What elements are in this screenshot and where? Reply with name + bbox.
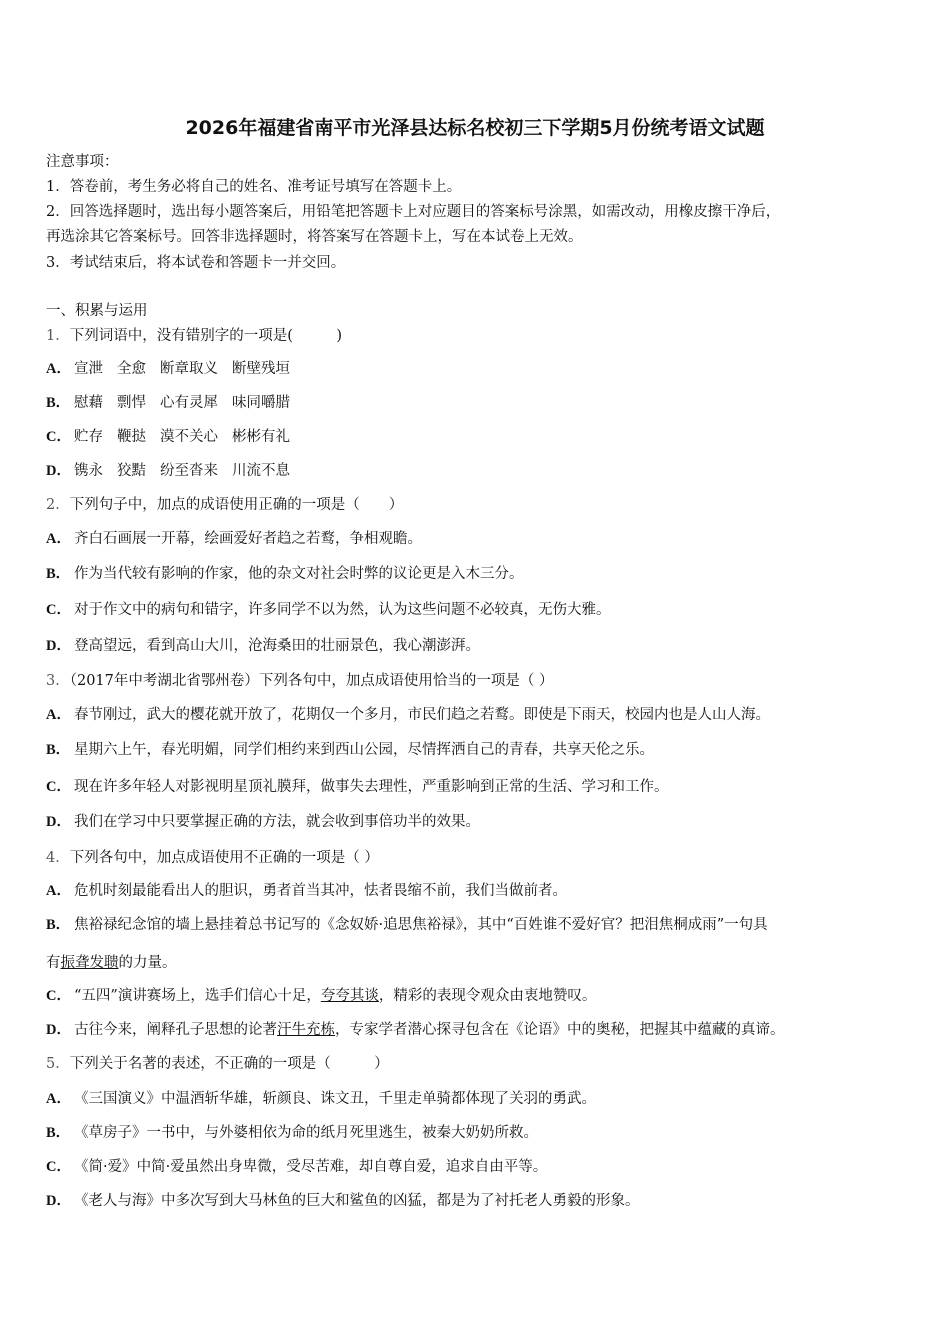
option-text: 《三国演义》中温酒斩华雄，斩颜良、诛文丑，千里走单骑都体现了关羽的勇武。	[74, 1091, 596, 1107]
option-word: 彬彬有礼	[232, 429, 290, 445]
option-word: 纷至沓来	[160, 463, 218, 479]
option-letter: B．	[46, 742, 71, 758]
question-number: 2．	[46, 497, 70, 513]
option-text: ，专家学者潜心探寻包含在《论语》中的奥秘，把握其中蕴藏的真谛。	[335, 1022, 785, 1038]
question-5-option-d	[46, 1192, 640, 1210]
question-3-option-c	[46, 778, 669, 796]
question-5-option-a	[46, 1090, 596, 1108]
question-1-option-b	[46, 394, 290, 412]
option-word: 心有灵犀	[160, 395, 218, 411]
option-word: 狡黠	[117, 463, 146, 479]
option-letter: D．	[46, 814, 71, 830]
question-5-option-b	[46, 1124, 538, 1142]
option-text: 《简·爱》中简·爱虽然出身卑微，受尽苦难，却自尊自爱，追求自由平等。	[74, 1159, 548, 1175]
option-letter: C．	[46, 602, 71, 618]
question-3-stem	[46, 672, 554, 690]
question-number: 4．	[46, 850, 70, 866]
question-2-option-d	[46, 637, 480, 655]
option-text: 《老人与海》中多次写到大马林鱼的巨大和鲨鱼的凶猛，都是为了衬托老人勇毅的形象。	[74, 1193, 640, 1209]
question-1-option-d	[46, 462, 290, 480]
option-letter: B．	[46, 917, 71, 933]
question-1-option-a	[46, 360, 290, 378]
option-word: 剽悍	[117, 395, 146, 411]
question-3-option-a	[46, 706, 770, 724]
question-1-stem	[46, 327, 342, 345]
question-4-option-a	[46, 882, 567, 900]
question-4-stem	[46, 849, 379, 867]
option-letter: C．	[46, 1159, 71, 1175]
question-number: 3．	[46, 673, 70, 689]
option-text: 对于作文中的病句和错字，许多同学不以为然，认为这些问题不必较真，无伤大雅。	[74, 602, 611, 618]
underlined-idiom: 汗牛充栋	[277, 1022, 335, 1038]
option-letter: B．	[46, 566, 71, 582]
option-text: 现在许多年轻人对影视明星顶礼膜拜，做事失去理性，严重影响到正常的生活、学习和工作。	[74, 779, 669, 795]
option-word: 全愈	[117, 361, 146, 377]
option-letter: D．	[46, 638, 71, 654]
option-letter: C．	[46, 429, 71, 445]
option-word: 味同嚼腊	[232, 395, 290, 411]
option-text: 作为当代较有影响的作家，他的杂文对社会时弊的议论更是入木三分。	[74, 566, 524, 582]
option-word: 断章取义	[160, 361, 218, 377]
question-text: 下列各句中，加点成语使用不正确的一项是（ ）	[69, 850, 379, 866]
option-word: 贮存	[74, 429, 103, 445]
option-text: 齐白石画展一开幕，绘画爱好者趋之若鹜，争相观瞻。	[74, 531, 422, 547]
question-text: 下列词语中，没有错别字的一项是( )	[69, 328, 343, 344]
page-title: 2026年福建省南平市光泽县达标名校初三下学期5月份统考语文试题	[185, 117, 765, 139]
option-word: 鞭挞	[117, 429, 146, 445]
option-letter: C．	[46, 779, 71, 795]
notice-item: 2．回答选择题时，选出每小题答案后，用铅笔把答题卡上对应题目的答案标号涂黑，如需改动，用橡皮擦干净后，	[46, 204, 781, 220]
option-letter: A．	[46, 883, 71, 899]
question-3-option-d	[46, 813, 480, 831]
option-letter: A．	[46, 707, 71, 723]
option-letter: D．	[46, 1022, 71, 1038]
option-text: ，精彩的表现令观众由衷地赞叹。	[378, 988, 597, 1004]
underlined-idiom: 振聋发聩	[60, 955, 119, 971]
option-word: 断壁残垣	[232, 361, 290, 377]
question-number: 5．	[46, 1056, 70, 1072]
question-4-option-d	[46, 1021, 785, 1039]
question-5-option-c	[46, 1158, 547, 1176]
option-text: 古往今来，阐释孔子思想的论著	[74, 1022, 277, 1038]
option-text: 危机时刻最能看出人的胆识，勇者首当其冲，怯者畏缩不前，我们当做前者。	[74, 883, 567, 899]
question-2-option-b	[46, 565, 524, 583]
section-heading: 一、积累与运用	[46, 303, 148, 319]
option-word: 漠不关心	[160, 429, 218, 445]
option-letter: A．	[46, 361, 71, 377]
question-text: 下列关于名著的表述，不正确的一项是（ ）	[69, 1056, 389, 1072]
option-word: 川流不息	[232, 463, 290, 479]
question-3-option-b	[46, 741, 654, 759]
option-text: 焦裕禄纪念馆的墙上悬挂着总书记写的《念奴娇·追思焦裕禄》，其中“百姓谁不爱好官？把泪焦桐成雨”一句具	[74, 917, 768, 933]
question-2-option-a	[46, 530, 422, 548]
question-4-option-b	[46, 916, 768, 934]
notice-item: 再选涂其它答案标号。回答非选择题时，将答案写在答题卡上，写在本试卷上无效。	[46, 229, 583, 245]
option-text: 我们在学习中只要掌握正确的方法，就会收到事倍功半的效果。	[74, 814, 480, 830]
option-text: 《草房子》一书中，与外婆相依为命的纸月死里逃生，被秦大奶奶所救。	[74, 1125, 538, 1141]
question-5-stem	[46, 1055, 389, 1073]
option-text: 的力量。	[118, 955, 177, 971]
question-text: （2017年中考湖北省鄂州卷）下列各句中，加点成语使用恰当的一项是（ ）	[69, 673, 554, 689]
option-word: 慰藉	[74, 395, 103, 411]
question-2-option-c	[46, 601, 611, 619]
option-letter: A．	[46, 531, 71, 547]
option-word: 宣泄	[74, 361, 103, 377]
option-text: 有	[46, 955, 61, 971]
question-4-option-c	[46, 987, 596, 1005]
question-1-option-c	[46, 428, 290, 446]
option-letter: A．	[46, 1091, 71, 1107]
question-2-stem	[46, 496, 403, 514]
option-word: 镌永	[74, 463, 103, 479]
notice-heading: 注意事项：	[46, 154, 119, 170]
question-text: 下列句子中，加点的成语使用正确的一项是（ ）	[69, 497, 404, 513]
notice-item: 3．考试结束后，将本试卷和答题卡一并交回。	[46, 255, 346, 271]
option-letter: B．	[46, 1125, 71, 1141]
option-text: 星期六上午，春光明媚，同学们相约来到西山公园，尽情挥洒自己的青春，共享天伦之乐。	[74, 742, 654, 758]
question-4-option-b-continued	[46, 954, 177, 972]
underlined-idiom: 夸夸其谈	[320, 988, 379, 1004]
option-text: 登高望远，看到高山大川，沧海桑田的壮丽景色，我心潮澎湃。	[74, 638, 480, 654]
option-text: “五四”演讲赛场上，选手们信心十足，	[74, 988, 321, 1004]
question-number: 1．	[46, 328, 70, 344]
option-letter: B．	[46, 395, 71, 411]
option-letter: C．	[46, 988, 71, 1004]
option-text: 春节刚过，武大的樱花就开放了，花期仅一个多月，市民们趋之若鹜。即使是下雨天，校园内也是人山人海。	[74, 707, 770, 723]
notice-item: 1．答卷前，考生务必将自己的姓名、准考证号填写在答题卡上。	[46, 179, 462, 195]
option-letter: D．	[46, 1193, 71, 1209]
option-letter: D．	[46, 463, 71, 479]
